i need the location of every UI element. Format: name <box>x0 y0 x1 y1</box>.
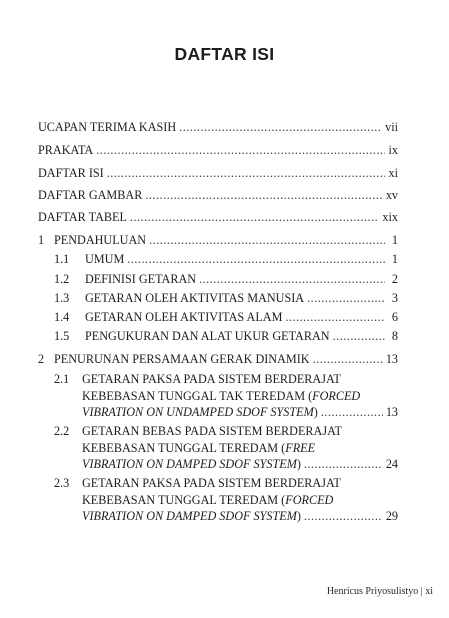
toc-entry-title: DAFTAR TABEL <box>38 210 127 224</box>
toc-entry-ucapan[interactable] <box>38 118 398 136</box>
toc-entry-page: xix <box>382 210 398 224</box>
section-title: GETARAN OLEH AKTIVITAS ALAM <box>85 310 283 324</box>
leader-dots <box>149 231 385 249</box>
chapter-title: PENDAHULUAN <box>54 233 147 247</box>
leader-dots <box>307 289 385 307</box>
section-page: 8 <box>391 329 398 343</box>
toc-chapter-1[interactable] <box>38 231 398 249</box>
section-page: 13 <box>385 405 398 419</box>
leader-dots <box>107 164 385 182</box>
toc-entry-page: xv <box>385 188 398 202</box>
section-page: 2 <box>391 272 398 286</box>
leader-dots <box>285 308 385 326</box>
section-title: PENGUKURAN DAN ALAT UKUR GETARAN <box>85 329 330 343</box>
section-number: 1.5 <box>54 329 70 343</box>
toc-section-1-4[interactable] <box>54 308 398 326</box>
section-title: DEFINISI GETARAN <box>85 272 197 286</box>
section-number: 2.1 <box>54 372 70 386</box>
section-number: 1.2 <box>54 272 70 286</box>
section-page: 1 <box>391 252 398 266</box>
toc-section-2-3[interactable] <box>82 507 398 525</box>
section-title-line-3: VIBRATION ON DAMPED SDOF SYSTEM) <box>82 509 301 523</box>
leader-dots <box>313 350 383 368</box>
leader-dots <box>127 250 385 268</box>
toc-entry-title: PRAKATA <box>38 143 94 157</box>
toc-section-1-1[interactable] <box>54 250 398 268</box>
section-number: 1.3 <box>54 291 70 305</box>
leader-dots <box>130 208 380 226</box>
leader-dots <box>145 186 382 204</box>
chapter-page: 1 <box>391 233 398 247</box>
toc-entry-daftar-tabel[interactable] <box>38 208 398 226</box>
toc-section-2-1[interactable] <box>82 403 398 421</box>
leader-dots <box>304 507 383 525</box>
section-title-line-3: VIBRATION ON UNDAMPED SDOF SYSTEM) <box>82 405 318 419</box>
leader-dots <box>304 455 383 473</box>
page-title: DAFTAR ISI <box>174 44 275 64</box>
section-title-line-2: KEBEBASAN TUNGGAL TEREDAM (FREE <box>82 441 316 455</box>
toc-entry-daftar-isi[interactable] <box>38 164 398 182</box>
toc-entry-daftar-gambar[interactable] <box>38 186 398 204</box>
leader-dots <box>96 141 385 159</box>
toc-entry-title: DAFTAR ISI <box>38 166 104 180</box>
section-page: 29 <box>385 509 398 523</box>
toc-entry-page: xi <box>388 166 398 180</box>
section-title-line-1: GETARAN PAKSA PADA SISTEM BERDERAJAT <box>82 372 341 386</box>
leader-dots <box>333 327 385 345</box>
section-page: 24 <box>385 457 398 471</box>
leader-dots <box>179 118 382 136</box>
toc-section-1-3[interactable] <box>54 289 398 307</box>
chapter-number: 2 <box>38 352 45 366</box>
chapter-number: 1 <box>38 233 45 247</box>
section-title-line-1: GETARAN BEBAS PADA SISTEM BERDERAJAT <box>82 424 342 438</box>
section-number: 1.4 <box>54 310 70 324</box>
toc-chapter-2[interactable] <box>38 350 398 368</box>
toc-entry-title: UCAPAN TERIMA KASIH <box>38 120 177 134</box>
section-number: 1.1 <box>54 252 70 266</box>
section-number: 2.3 <box>54 476 70 490</box>
leader-dots <box>199 270 385 288</box>
section-title: UMUM <box>85 252 125 266</box>
section-number: 2.2 <box>54 424 70 438</box>
toc-entry-prakata[interactable] <box>38 141 398 159</box>
leader-dots <box>321 403 383 421</box>
toc-entry-page: ix <box>388 143 398 157</box>
section-title-line-3: VIBRATION ON DAMPED SDOF SYSTEM) <box>82 457 301 471</box>
section-title-line-1: GETARAN PAKSA PADA SISTEM BERDERAJAT <box>82 476 341 490</box>
section-page: 6 <box>391 310 398 324</box>
section-title-line-2: KEBEBASAN TUNGGAL TEREDAM (FORCED <box>82 493 334 507</box>
toc-section-2-2[interactable] <box>82 455 398 473</box>
page-footer: Henricus Priyosulistyo | xi <box>326 586 433 597</box>
toc-section-1-2[interactable] <box>54 270 398 288</box>
toc-section-1-5[interactable] <box>54 327 398 345</box>
chapter-page: 13 <box>385 352 398 366</box>
chapter-title: PENURUNAN PERSAMAAN GERAK DINAMIK <box>54 352 310 366</box>
section-title-line-2: KEBEBASAN TUNGGAL TAK TEREDAM (FORCED <box>82 389 361 403</box>
toc-entry-title: DAFTAR GAMBAR <box>38 188 143 202</box>
section-page: 3 <box>391 291 398 305</box>
section-title: GETARAN OLEH AKTIVITAS MANUSIA <box>85 291 305 305</box>
toc-entry-page: vii <box>385 120 398 134</box>
